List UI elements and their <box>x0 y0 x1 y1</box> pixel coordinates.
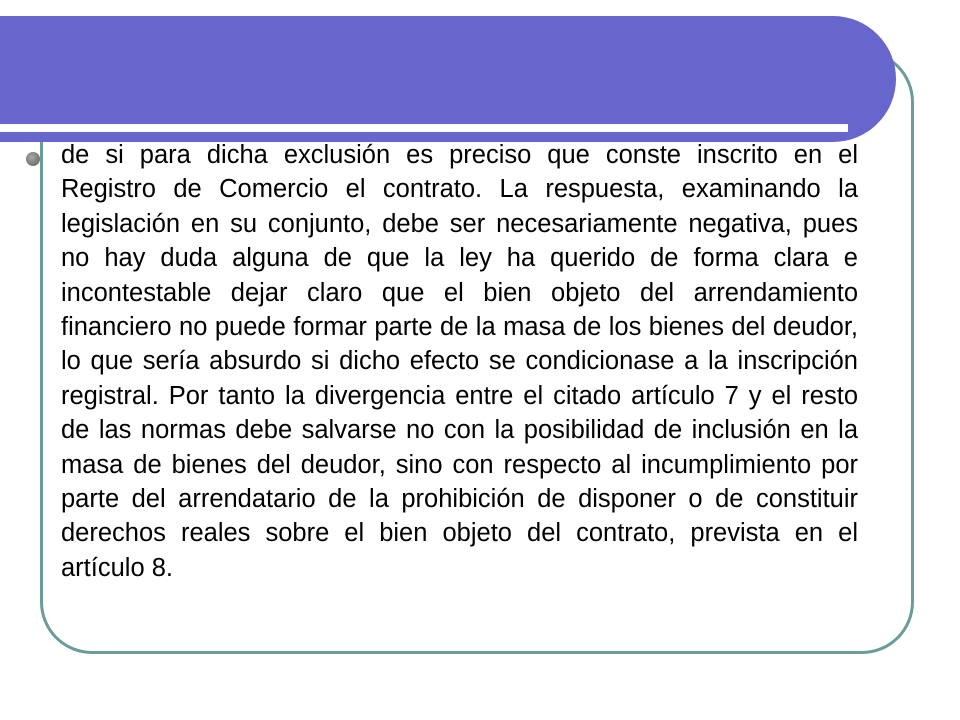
title-underline <box>0 124 848 132</box>
body-text: de si para dicha exclusión es preciso que conste inscrito en el Registro de Comercio el contrato. La respuesta, examinando la legislación en su conjunto, debe ser necesariamente negativa, pues no hay duda alguna de que la ley ha querido de forma clara e incontestable dejar claro que el bien objeto del arrendamiento financiero no puede formar parte de la masa de los bienes del deudor, lo que sería absurdo si dicho efecto se condicionase a la inscripción registral. Por tanto la divergencia entre el citado artículo 7 y el resto de las normas debe salvarse no con la posibilidad de inclusión en la masa de bienes del deudor, sino con respecto al incumplimiento por parte del arrendatario de la prohibición de disponer o de constituir derechos reales sobre el bien objeto del contrato, prevista en el artículo 8. <box>61 141 858 582</box>
bullet-icon <box>26 152 40 166</box>
